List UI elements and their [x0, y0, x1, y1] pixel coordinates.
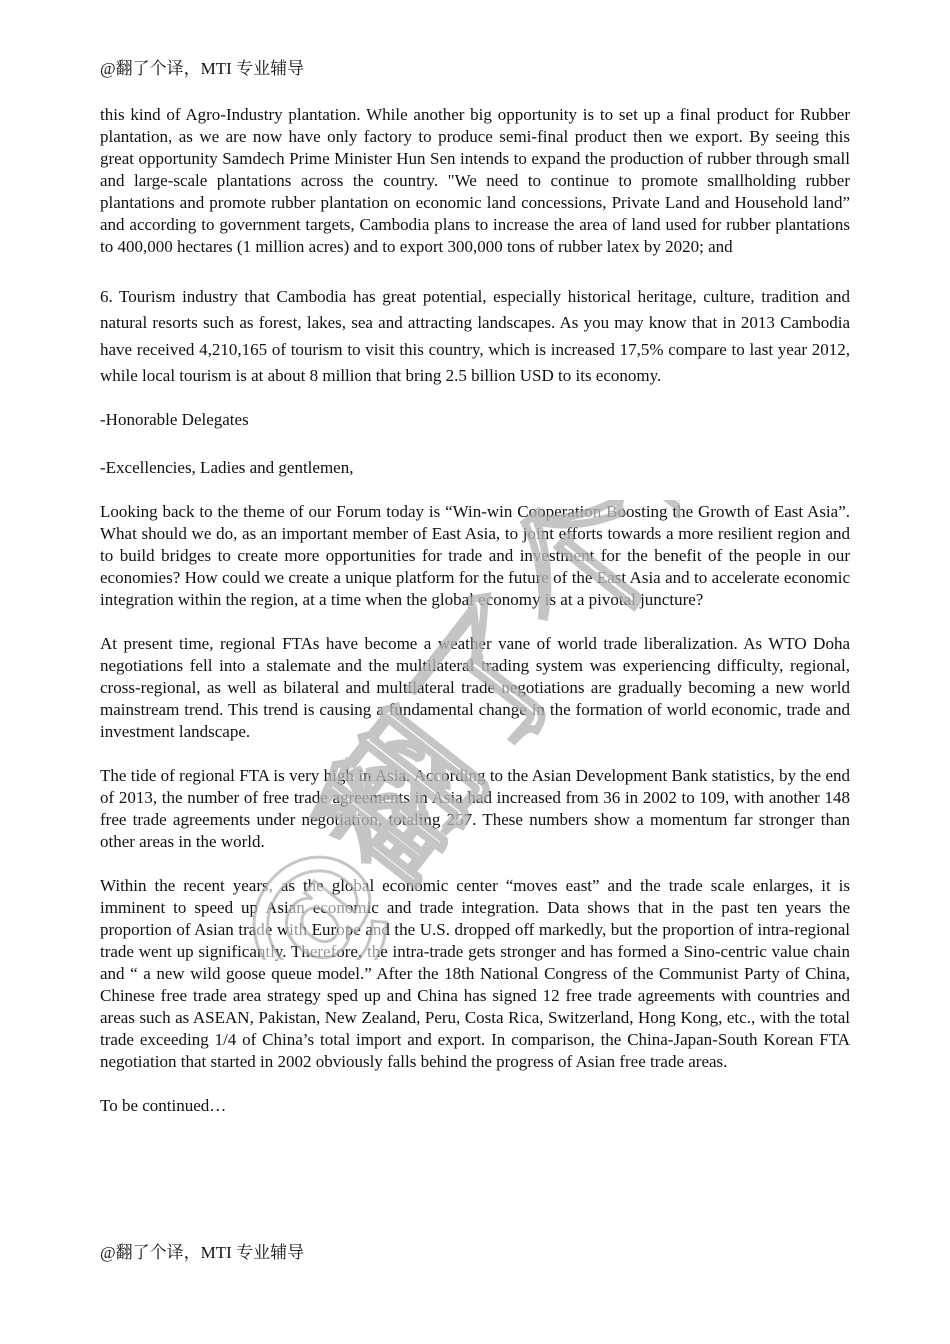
paragraph-to-be-continued: To be continued… — [100, 1096, 227, 1116]
paragraph-tourism-industry: 6. Tourism industry that Cambodia has great potential, especially historical heritage, culture, tradition and natural resorts such as forest, lakes, sea and attracting landscapes. As you may know that in 2013 Cambodia have received 4,210,165 of tourism to visit this country, which is increased 17,5% compare to last year 2012, while local tourism is at about 8 million that bring 2.5 billion USD to its economy. — [100, 287, 850, 385]
page-footer: @翻了个译，MTI 专业辅导 — [100, 1243, 305, 1262]
salutation-excellencies: -Excellencies, Ladies and gentlemen, — [100, 458, 354, 478]
page-header: @翻了个译，MTI 专业辅导 — [100, 59, 305, 78]
document-body — [100, 104, 850, 1117]
paragraph-regional-ftas: At present time, regional FTAs have become a weather vane of world trade liberalization. As WTO Doha negotiations fell into a stalemate and the multilateral trading system was experiencing difficulty, regional, cross-regional, as well as bilateral and multilateral trade negotiations are gradually becoming a new world mainstream trend. This trend is causing a fundamental change in the formation of world economic, trade and investment landscape. — [100, 634, 850, 742]
salutation-delegates: -Honorable Delegates — [100, 410, 249, 430]
watermark-text: @翻了个译 — [195, 500, 680, 960]
paragraph-forum-theme: Looking back to the theme of our Forum today is “Win-win Cooperation Boosting the Growth of East Asia”. What should we do, as an important member of East Asia, to joint efforts towards a more resilient region and to build bridges to create more opportunities for trade and investment for the benefit of the people in our economies? How could we create a unique platform for the future of the East Asia and to accelerate economic integration within the region, at a time when the global economy is at a pivotal juncture? — [100, 502, 850, 610]
paragraph-economic-center-east: Within the recent years, as the global economic center “moves east” and the trade scale enlarges, it is imminent to speed up Asian economic and trade integration. Data shows that in the past ten years the proportion of Asian trade with Europe and the U.S. dropped off markedly, but the proportion of intra-regional trade went up significantly. Therefore, the intra-trade gets stronger and has formed a Sino-centric value chain and “ a new wild goose queue model.” After the 18th National Congress of the Communist Party of China, Chinese free trade area strategy sped up and China has signed 12 free trade agreements with countries and areas such as ASEAN, Pakistan, New Zealand, Peru, Costa Rica, Switzerland, Hong Kong, etc., with the total trade exceeding 1/4 of China’s total import and export. In comparison, the China-Japan-South Korean FTA negotiation that started in 2002 obviously falls behind the progress of Asian free trade areas. — [100, 876, 850, 1072]
paragraph-rubber-plantation: this kind of Agro-Industry plantation. While another big opportunity is to set up a final product for Rubber plantation, as we are now have only factory to produce semi-final product then we export. By seeing this great opportunity Samdech Prime Minister Hun Sen intends to expand the production of rubber through small and large-scale plantations across the country. "We need to continue to promote smallholding rubber plantations and promote rubber plantation on economic land concessions, Private Land and Household land” and according to government targets, Cambodia plans to increase the area of land used for rubber plantations to 400,000 hectares (1 million acres) and to export 300,000 tons of rubber latex by 2020; and — [100, 105, 850, 256]
paragraph-fta-tide-asia: The tide of regional FTA is very high in Asia. According to the Asian Development Bank statistics, by the end of 2013, the number of free trade agreements in Asia had increased from 36 in 2002 to 109, with another 148 free trade agreements under negotiation, totaling 257. These numbers show a momentum far stronger than other areas in the world. — [100, 766, 850, 852]
